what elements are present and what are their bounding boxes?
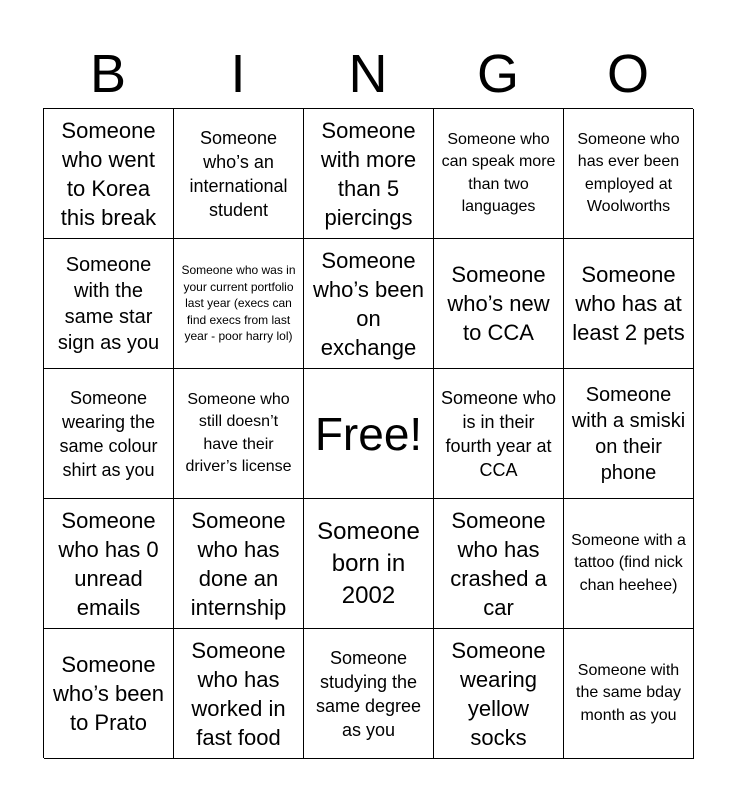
bingo-cell[interactable] (44, 629, 174, 759)
cell-text: Someone who is in their fourth year at CCA (440, 387, 557, 480)
bingo-cell[interactable] (44, 239, 174, 369)
bingo-cell[interactable] (304, 109, 434, 239)
cell-text: Someone with the same star sign as you (57, 253, 160, 354)
cell-text: Someone who’s an international student (189, 127, 288, 220)
bingo-cell[interactable] (434, 369, 564, 499)
cell-text: Someone born in 2002 (317, 517, 420, 609)
free-space[interactable] (304, 369, 434, 499)
bingo-cell[interactable] (44, 369, 174, 499)
cell-text: Someone studying the same degree as you (315, 647, 422, 740)
cell-text: Someone who’s been to Prato (53, 652, 164, 735)
cell-text: Someone with a smiski on their phone (571, 383, 686, 484)
cell-text: Someone with a tattoo (find nick chan heehee) (571, 531, 686, 594)
cell-text: Someone wearing yellow socks (451, 637, 546, 750)
bingo-cell[interactable] (564, 369, 694, 499)
cell-text: Someone who can speak more than two languages (441, 130, 556, 215)
cell-text: Someone wearing the same colour shirt as you (59, 387, 158, 480)
cell-text: Someone with the same bday month as you (576, 661, 681, 724)
bingo-cell[interactable] (564, 629, 694, 759)
cell-text: Someone who has at least 2 pets (572, 262, 685, 345)
cell-text: Someone who’s new to CCA (447, 262, 550, 345)
bingo-cell[interactable] (174, 239, 304, 369)
bingo-cell[interactable] (564, 499, 694, 629)
bingo-cell[interactable] (434, 239, 564, 369)
header-letter-n: N (348, 44, 388, 104)
cell-text: Someone who still doesn’t have their driver’s license (185, 390, 292, 475)
bingo-cell[interactable] (304, 239, 434, 369)
bingo-cell[interactable] (174, 629, 304, 759)
bingo-cell[interactable] (564, 109, 694, 239)
cell-text: Someone who went to Korea this break (60, 117, 157, 230)
cell-text: Someone who’s been on exchange (313, 247, 424, 360)
cell-text: Someone who was in your current portfolio last year (execs can find execs from last year - poor harry lol) (181, 263, 296, 344)
cell-text: Someone who has ever been employed at Woolworths (577, 130, 680, 215)
cell-text: Someone who has worked in fast food (191, 637, 286, 750)
header-letter-g: G (476, 44, 519, 104)
bingo-cell[interactable] (434, 109, 564, 239)
bingo-cell[interactable] (434, 499, 564, 629)
header-letter-b: B (89, 44, 127, 104)
bingo-board (43, 108, 693, 758)
bingo-cell[interactable] (174, 499, 304, 629)
cell-text: Someone who has crashed a car (450, 507, 547, 620)
cell-text: Someone who has done an internship (190, 507, 287, 620)
free-space-label: Free! (314, 407, 423, 460)
cell-text: Someone with more than 5 piercings (320, 117, 417, 230)
bingo-cell[interactable] (434, 629, 564, 759)
bingo-cell[interactable] (564, 239, 694, 369)
bingo-cell[interactable] (304, 499, 434, 629)
header-letter-i: I (230, 44, 246, 104)
bingo-cell[interactable] (174, 109, 304, 239)
bingo-cell[interactable] (44, 499, 174, 629)
bingo-cell[interactable] (44, 109, 174, 239)
bingo-header (43, 44, 693, 104)
header-letter-o: O (606, 44, 649, 104)
bingo-cell[interactable] (174, 369, 304, 499)
cell-text: Someone who has 0 unread emails (58, 507, 159, 620)
bingo-cell[interactable] (304, 629, 434, 759)
